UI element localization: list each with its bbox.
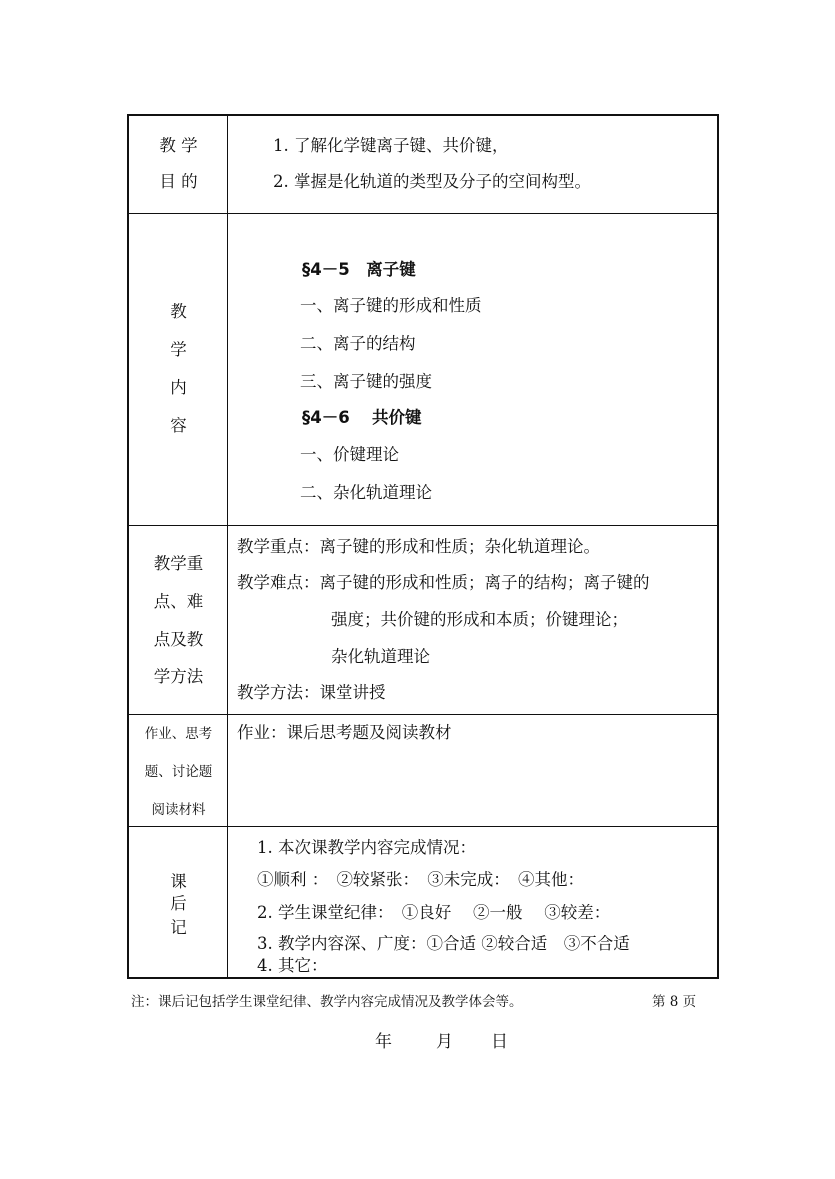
footnote: 注：课后记包括学生课堂纪律、教学内容完成情况及教学体会等。 <box>131 994 523 1010</box>
homework-label-line: 作业、思考 <box>144 726 213 742</box>
notes-content-cell <box>228 827 717 977</box>
content-label-cell <box>129 214 228 525</box>
homework-text: 作业：课后思考题及阅读教材 <box>237 723 452 742</box>
section-item: 二、杂化轨道理论 <box>300 483 432 502</box>
section-heading: §4－5 离子键 <box>302 260 416 279</box>
content-row <box>129 214 717 526</box>
notes-label-line: 课 <box>170 872 187 891</box>
keypoints-label-line: 学方法 <box>153 667 204 686</box>
objectives-label-line: 目 的 <box>159 172 198 191</box>
notes-line: 2. 学生课堂纪律： ①良好 ②一般 ③较差： <box>257 903 611 922</box>
content-label-line: 学 <box>170 340 187 359</box>
homework-label-line: 题、讨论题 <box>144 764 213 780</box>
keypoints-row <box>129 526 717 715</box>
notes-label-line: 记 <box>170 918 187 937</box>
key-point-text: 教学重点：离子键的形成和性质；杂化轨道理论。 <box>237 537 600 556</box>
date-year: 年 <box>375 1032 392 1052</box>
objective-item: 1. 了解化学键离子键、共价键， <box>273 136 509 155</box>
notes-line: 3. 教学内容深、广度：①合适 ②较合适 ③不合适 <box>257 934 630 953</box>
objectives-label-line: 教 学 <box>159 136 198 155</box>
teaching-method-text: 教学方法：课堂讲授 <box>237 683 386 702</box>
section-heading: §4－6 共价键 <box>302 408 422 427</box>
keypoints-label-line: 点及教 <box>153 630 204 649</box>
homework-content-cell <box>228 715 717 826</box>
content-content-cell <box>228 214 717 525</box>
notes-line: 1. 本次课教学内容完成情况： <box>257 838 476 857</box>
homework-label-cell <box>129 715 228 826</box>
objectives-content-cell <box>228 116 717 213</box>
homework-row <box>129 715 717 827</box>
keypoints-label-cell <box>129 526 228 714</box>
objectives-label-cell <box>129 116 228 213</box>
difficult-point-text: 杂化轨道理论 <box>331 647 430 666</box>
objectives-row <box>129 116 717 214</box>
content-label-line: 教 <box>170 302 187 321</box>
keypoints-content-cell <box>228 526 717 714</box>
keypoints-label-line: 点、难 <box>153 592 204 611</box>
date-month: 月 <box>436 1032 453 1052</box>
homework-label-line: 阅读材料 <box>151 802 206 818</box>
difficult-point-text: 强度；共价键的形成和本质；价键理论； <box>331 610 628 629</box>
page-number: 第 8 页 <box>652 994 697 1010</box>
section-item: 三、离子键的强度 <box>300 372 432 391</box>
notes-label-cell <box>129 827 228 977</box>
notes-row <box>129 827 717 977</box>
keypoints-label-line: 教学重 <box>153 554 204 573</box>
section-item: 一、价键理论 <box>300 445 399 464</box>
notes-line: 4. 其它： <box>257 956 328 975</box>
notes-label-line: 后 <box>170 894 187 913</box>
content-label-line: 内 <box>170 378 187 397</box>
section-item: 一、离子键的形成和性质 <box>300 296 482 315</box>
notes-line: ①顺利 ： ②较紧张： ③未完成： ④其他： <box>257 870 584 889</box>
date-day: 日 <box>491 1032 508 1052</box>
lesson-plan-table <box>127 114 719 979</box>
section-item: 二、离子的结构 <box>300 334 416 353</box>
content-label-line: 容 <box>170 416 187 435</box>
objective-item: 2. 掌握是化轨道的类型及分子的空间构型。 <box>273 172 591 191</box>
difficult-point-text: 教学难点：离子键的形成和性质；离子的结构；离子键的 <box>237 573 650 592</box>
